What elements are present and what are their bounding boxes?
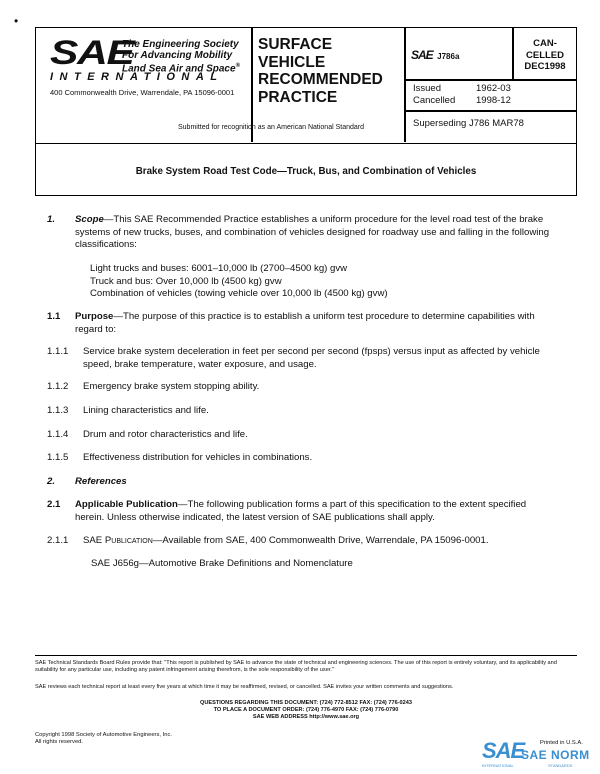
classification-list [90, 263, 530, 301]
section-2-heading: References [75, 476, 127, 487]
international-wordmark: INTERNATIONAL [50, 71, 224, 83]
status-cancelled: CAN- CELLED DEC1998 [524, 38, 566, 72]
section-1-1-number: 1.1 [47, 311, 61, 322]
cancelled-row: Cancelled [413, 95, 456, 106]
doc-number-block [411, 46, 459, 64]
stamp-caption-left: INTERNATIONAL [482, 763, 514, 768]
item-text: Emergency brake system stopping ability. [83, 381, 260, 392]
superseding: Superseding J786 MAR78 [413, 118, 524, 129]
section-1-1-text: Purpose—The purpose of this practice is to establish a uniform test procedure to determine capabilities with regard to: [75, 311, 535, 335]
section-2-1-1-text: SAE Publication—Available from SAE, 400 Commonwealth Drive, Warrendale, PA 15096-0001. [83, 535, 489, 546]
item-text: Service brake system deceleration in feet per second per second (fpsps) versus input as affected by vehicle speed, brake temperature, water exposure, and usage. [83, 346, 540, 370]
section-1-number: 1. [47, 214, 56, 225]
sae-logo: SAE [50, 34, 134, 72]
sae-norm-stamp: SAE NORM [521, 748, 590, 762]
footer-divider [35, 655, 577, 656]
sae-stamp-logo: SAE [482, 738, 525, 763]
document-title: Brake System Road Test Code—Truck, Bus, and Combination of Vehicles [135, 166, 477, 177]
stamp-caption-right: STANDARDS [548, 763, 573, 768]
section-2-1-1-number: 2.1.1 [47, 535, 69, 546]
list-item: Combination of vehicles (towing vehicle over 10,000 lb (4500 kg) gvw) [90, 288, 388, 300]
item-text: Lining characteristics and life. [83, 405, 209, 416]
society-tagline: The Engineering Society For Advancing Mobility Land Sea Air and Space® [122, 39, 240, 75]
footer-copyright: Copyright 1998 Society of Automotive Engineers, Inc. All rights reserved. [35, 732, 172, 745]
list-item: Light trucks and buses: 6001–10,000 lb (2700–4500 kg) gvw [90, 263, 348, 274]
reference-item: SAE J656g—Automotive Brake Definitions and Nomenclature [91, 558, 353, 569]
scan-mark: • [14, 14, 19, 28]
footer-contact: QUESTIONS REGARDING THIS DOCUMENT: (724) 772-8512 FAX: (724) 776-0243 TO PLACE A DOCUMENT ORDER: (724) 776-4970 FAX: (724) 776-0790 SAE WEB ADDRESS http://www.sae.org [199, 700, 412, 720]
item-text: Effectiveness distribution for vehicles in combinations. [83, 452, 313, 463]
section-2-1-number: 2.1 [47, 499, 61, 510]
section-2-1-text: Applicable Publication—The following publication forms a part of this specification to the extent specified herein. Unless otherwise indicated, the latest version of SAE publications shall apply. [75, 499, 527, 523]
item-number: 1.1.5 [47, 452, 69, 463]
list-item: Truck and bus: Over 10,000 lb (4500 kg) gvw [90, 275, 282, 287]
cancelled-date: 1998-12 [476, 95, 511, 106]
printed-in: Printed in U.S.A. [540, 740, 583, 746]
header-address: 400 Commonwealth Drive, Warrendale, PA 15096-0001 [50, 88, 235, 97]
item-text: Drum and rotor characteristics and life. [83, 429, 248, 440]
item-number: 1.1.1 [47, 346, 69, 357]
issued-date: 1962-03 [476, 83, 511, 94]
doc-number: J786a [437, 52, 460, 61]
item-number: 1.1.2 [47, 381, 69, 392]
item-number: 1.1.3 [47, 405, 69, 416]
item-number: 1.1.4 [47, 429, 69, 440]
section-2-number: 2. [47, 476, 56, 487]
doc-type: SURFACE VEHICLE RECOMMENDED PRACTICE [258, 36, 383, 106]
sae-small-logo: SAE [411, 48, 433, 62]
issued-row: Issued [413, 83, 441, 94]
footer-rules: SAE Technical Standards Board Rules provide that: "This report is published by SAE to advance the state of technical and engineering sciences. The use of this report is entirely voluntary, and its applicability and suitability for any particular use, including any patent infringement arising therefrom, is the sole responsibility of the user." [35, 660, 557, 673]
footer-review: SAE reviews each technical report at least every five years at which time it may be reaffirmed, revised, or cancelled. SAE invites your written comments and suggestions. [35, 684, 454, 690]
submitted-note: Submitted for recognition as an American National Standard [178, 124, 364, 131]
section-1-text: Scope—This SAE Recommended Practice establishes a uniform procedure for the level road test of the brake systems of new trucks, buses, and combination of vehicles designed for roadway use and falling in the following classifications: [75, 214, 550, 251]
